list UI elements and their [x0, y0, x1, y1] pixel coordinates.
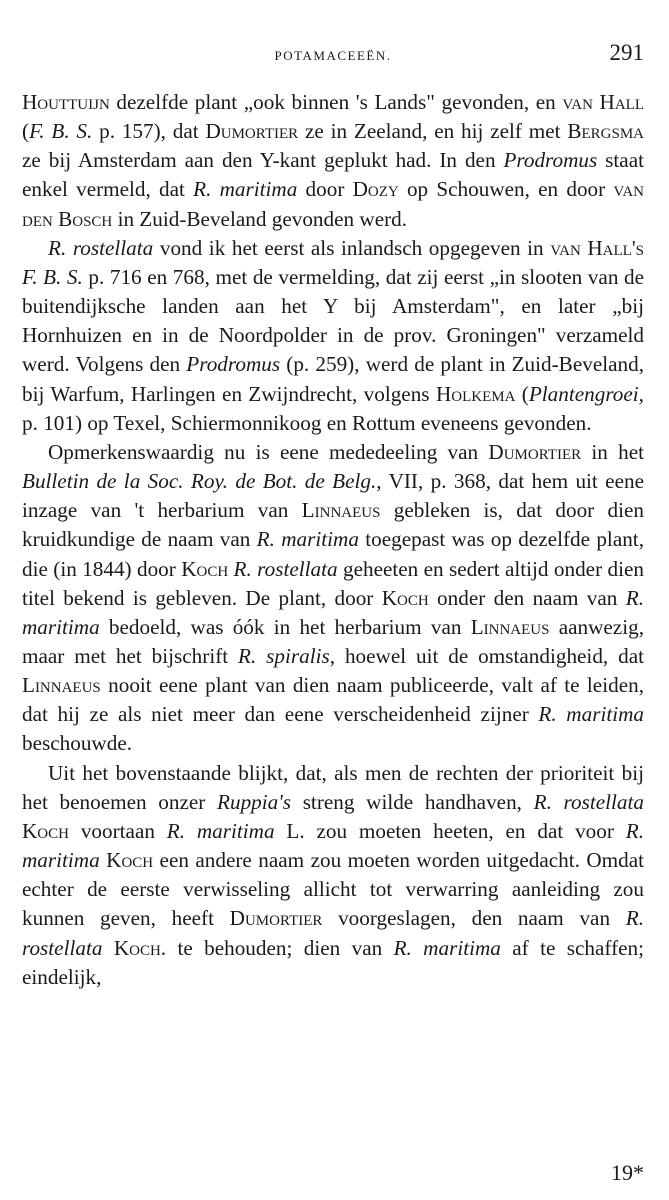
- text-run: (: [22, 119, 30, 144]
- text-run: staat enkel vermeld, dat: [22, 148, 644, 202]
- author-name: Dumortier: [488, 439, 582, 464]
- author-name: Koch: [22, 818, 69, 843]
- text-run: een andere naam zou moeten worden uitgedacht. Omdat echter de eerste verwisseling allicht tot verwarring aanleiding zou kunnen geven, heeft: [22, 848, 644, 931]
- page-header: [22, 38, 644, 78]
- text-run: p. 716 en 768, met de vermelding, dat zij eerst „in slooten van de buitendijksche landen aan het Y bij Amsterdam", en later „bij Hornhuizen en in de Noordpolder in de prov. Groningen" verzameld werd. Volgens den: [22, 264, 645, 377]
- author-name: Dozy: [352, 177, 399, 202]
- author-name: Dumortier: [205, 119, 299, 144]
- text-run: (: [515, 381, 529, 406]
- author-name: Koch: [381, 585, 429, 610]
- text-run: op Schouwen, en door: [398, 177, 614, 202]
- paragraph: [22, 759, 644, 992]
- text-run: nooit eene plant van dien naam publiceerde, valt af te leiden, dat hij ze als niet meer dan eene verscheidenheid zijner: [22, 673, 644, 727]
- text-run: (p. 259), werd de plant in Zuid-Beveland, bij Warfum, Harlingen en Zwijndrecht, volgens: [22, 352, 644, 406]
- italic-term: Prodromus: [503, 148, 598, 173]
- text-run: aanwezig, maar met het bijschrift: [22, 614, 644, 668]
- text-run: voorgeslagen, den naam van: [322, 906, 626, 931]
- paragraph: [22, 88, 644, 234]
- text-run: in Zuid-Beveland gevonden werd.: [112, 206, 408, 231]
- italic-term: R. maritima: [193, 177, 298, 202]
- author-name: Linnaeus: [22, 673, 101, 698]
- italic-term: F. B. S.: [29, 119, 93, 144]
- italic-term: Prodromus: [186, 352, 281, 377]
- text-run: p. 101) op Texel, Schiermonnikoog en Rottum eveneens gevonden.: [22, 410, 592, 435]
- text-run: Uit het bovenstaande blijkt, dat, als men de rechten der prioriteit bij het benoemen onzer: [22, 760, 644, 814]
- author-name: Koch: [113, 935, 161, 960]
- author-name: Linnaeus: [301, 498, 381, 523]
- text-run: p. 157), dat: [92, 119, 206, 144]
- italic-term: Bulletin de la Soc. Roy. de Bot. de Belg.: [22, 469, 377, 494]
- text-run: voortaan: [68, 818, 167, 843]
- text-run: ze in Zeeland, en hij zelf met: [298, 119, 568, 144]
- italic-term: R. maritima: [166, 818, 275, 843]
- text-run: . te behouden; dien van: [160, 935, 394, 960]
- author-name: van Hall: [562, 90, 644, 114]
- italic-term: R. rostellata: [22, 906, 644, 960]
- text-run: bedoeld, was óók in het herbarium van: [99, 614, 471, 639]
- page-number: 291: [609, 40, 644, 65]
- text-run: in het: [581, 439, 644, 464]
- text-run: door: [297, 177, 353, 202]
- text-run: geheeten en sedert altijd onder dien titel bekend is gebleven. De plant, door: [22, 556, 644, 610]
- text-run: Opmerkenswaardig nu is eene mededeeling van: [48, 439, 489, 464]
- text-run: gebleken is, dat door dien kruidkundige de naam van: [22, 498, 644, 552]
- paragraph: [22, 234, 644, 438]
- text-run: [102, 936, 113, 960]
- text-run: L. zou moeten heeten, en dat voor: [274, 818, 626, 843]
- italic-term: R. maritima: [393, 935, 501, 960]
- text-run: toegepast was op dezelfde plant, die (in 1844) door: [22, 527, 644, 581]
- text-run: , hoewel uit de omstandigheid, dat: [329, 643, 644, 668]
- author-name: Koch: [181, 556, 229, 581]
- text-run: streng wilde handhaven,: [291, 789, 534, 814]
- author-name: Koch: [106, 848, 154, 873]
- author-name: van Hall's: [550, 235, 644, 260]
- italic-term: R. rostellata: [233, 556, 338, 581]
- author-name: Bergsma: [567, 119, 644, 144]
- italic-term: R. maritima: [22, 818, 644, 873]
- italic-term: Plantengroei,: [528, 381, 644, 406]
- signature-mark: 19*: [611, 1160, 644, 1185]
- text-run: ze bij Amsterdam aan den Y-kant geplukt had. In den: [22, 148, 504, 173]
- italic-term: R. maritima: [538, 702, 644, 727]
- author-name: Dumortier: [229, 906, 323, 931]
- italic-term: R. spiralis: [238, 643, 330, 668]
- italic-term: R. maritima: [22, 585, 644, 639]
- italic-term: R. maritima: [256, 527, 359, 552]
- italic-term: R. rostellata: [48, 235, 154, 260]
- author-name: Linnaeus: [470, 614, 550, 639]
- author-name: Houttuijn: [22, 90, 110, 114]
- italic-term: Ruppia's: [217, 789, 292, 814]
- text-run: vond ik het eerst als inlandsch opgegeven in: [153, 235, 551, 260]
- running-head: POTAMACEEËN.: [274, 48, 392, 63]
- body-text: [22, 88, 644, 992]
- text-run: beschouwde.: [22, 731, 133, 756]
- text-run: dezelfde plant „ook binnen 's Lands" gevonden, en: [109, 90, 563, 114]
- text-run: onder den naam van: [428, 585, 626, 610]
- author-name: van den Bosch: [22, 177, 644, 231]
- text-run: , VII, p. 368, dat hem uit eene inzage van 't herbarium van: [22, 469, 644, 523]
- text-run: af te schaffen; eindelijk,: [22, 935, 645, 989]
- italic-term: F. B. S.: [22, 264, 83, 289]
- paragraph: [22, 438, 644, 759]
- author-name: Holkema: [435, 381, 516, 406]
- italic-term: R. rostellata: [533, 789, 644, 814]
